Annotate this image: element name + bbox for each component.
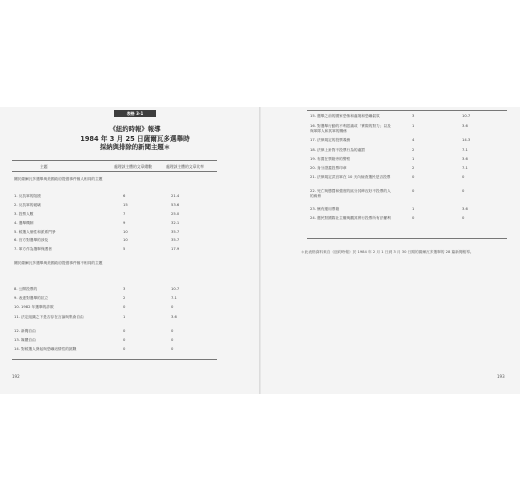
table-cell-percent: 17.9	[171, 247, 180, 251]
table-row-label: 2. 反抗軍的破壞	[14, 203, 41, 207]
table-cell-count: 0	[123, 329, 126, 333]
table-cell-percent: 0	[462, 175, 465, 179]
table-cell-count: 7	[123, 212, 126, 216]
table-cell-count: 5	[123, 247, 126, 251]
table-cell-percent: 32.1	[171, 221, 180, 225]
table-cell-count: 3	[412, 114, 415, 118]
table-cell-percent: 0	[171, 338, 174, 342]
table-cell-percent: 3.6	[462, 207, 468, 211]
table-cell-percent: 3.6	[462, 157, 468, 161]
table-cell-percent: 3.6	[462, 124, 468, 128]
table-cell-count: 15	[123, 203, 128, 207]
table-tag: 表格 3-1	[114, 110, 156, 117]
page-number-left: 192	[12, 374, 20, 379]
table-cell-percent: 35.7	[171, 238, 180, 242]
col-head-articles: 處理該主體的文章總數	[114, 164, 152, 169]
table-cell-percent: 21.4	[171, 194, 180, 198]
table-cell-count: 1	[412, 207, 415, 211]
table-row-label: 3. 投票人數	[14, 212, 34, 216]
table-cell-percent: 3.6	[171, 315, 177, 319]
table-cell-count: 1	[123, 315, 126, 319]
table-cell-count: 9	[123, 221, 126, 225]
table-top-rule	[12, 160, 217, 161]
table-row-label: 1. 反抗軍的阻撓	[14, 194, 41, 198]
table-row-label: 7. 軍方作為選舉保護者	[14, 247, 52, 251]
right-page	[261, 107, 520, 394]
table-row-label: 關於薩爾瓦多選舉與美國政府提倡事件個人相同的主題	[14, 177, 103, 181]
table-row-label: 15. 選舉之前的國家恐怖和處境和恐嚇氣氛	[310, 114, 380, 118]
table-cell-percent: 0	[171, 347, 174, 351]
col-head-percent: 處理該主體的文章比率	[166, 164, 204, 169]
table-cell-count: 1	[412, 124, 415, 128]
table-cell-count: 2	[412, 148, 415, 152]
table-row-label: 4. 選舉機制	[14, 221, 34, 225]
table-row-label: 14. 對候選人發起與恐嚇這情性的挑戰	[14, 347, 77, 351]
table-cell-percent: 35.7	[171, 230, 180, 234]
page-number-right: 193	[497, 374, 505, 379]
table-cell-count: 0	[412, 175, 415, 179]
table-cell-count: 0	[123, 347, 126, 351]
table-row-label: 21. 法律規定武官軍在 10 天內檢查選民是否投票	[310, 175, 391, 179]
table-cell-percent: 0	[462, 189, 465, 193]
table-cell-percent: 14.3	[462, 138, 471, 142]
table-row-label: 關於薩爾瓦多選舉與美國政府提倡事件個不相同的主題	[14, 261, 103, 265]
table-row-label: 13. 媒體自由	[14, 338, 36, 342]
table-cell-count: 3	[123, 287, 126, 291]
table-row-label: 5. 候選人個性和派系鬥爭	[14, 230, 56, 234]
col-head-topic: 主題	[40, 164, 48, 169]
table-cell-count: 2	[412, 166, 415, 170]
table-cell-count: 4	[412, 138, 415, 142]
table-cell-count: 6	[123, 194, 126, 198]
table-row-label: 22. 死亡與懲罰和強度的區分其餘沒好不投票的人的威脅	[310, 189, 391, 198]
title-line-1: 《紐約時報》報導	[109, 125, 161, 133]
table-cell-percent: 7.1	[462, 166, 468, 170]
title-line-2: 1984 年 3 月 25 日薩爾瓦多選舉時	[80, 135, 190, 143]
table-cell-count: 10	[123, 238, 128, 242]
table-cell-percent: 10.7	[462, 114, 471, 118]
table-bottom-rule	[12, 359, 217, 360]
table-row-label: 20. 身分證蓋投票印章	[310, 166, 347, 170]
table-cell-count: 0	[412, 189, 415, 193]
right-table-bottom-rule	[307, 238, 507, 239]
table-cell-count: 10	[123, 230, 128, 234]
table-cell-percent: 25.0	[171, 212, 180, 216]
table-head-rule	[12, 171, 217, 172]
table-row-label: 9. 表達對選舉的抗立	[14, 296, 49, 300]
table-cell-percent: 0	[171, 329, 174, 333]
table-row-label: 17. 法律規定的投票義務	[310, 138, 351, 142]
table-row-label: 10. 1982 年選舉的詐欺	[14, 305, 54, 309]
table-cell-percent: 0	[171, 305, 174, 309]
table-cell-percent: 0	[462, 216, 465, 220]
title-line-3: 採納與排除的新聞主題＊	[99, 143, 171, 151]
footnote: ＊此表格資料來自《紐約時報》於 1984 年 2 月 1 日到 3 月 30 日期的薩爾瓦多選舉的 28 篇新聞報導。	[301, 250, 474, 254]
table-row-label: 24. 選民對國際社主權與觀其實行投票所有法權利	[310, 216, 391, 220]
right-table-top-rule	[307, 110, 507, 111]
table-row-label: 19. 布置在票箱旁的警察	[310, 157, 351, 161]
left-page	[0, 107, 259, 394]
table-cell-percent: 7.1	[462, 148, 468, 152]
table-row-label: 23. 懷有運用票箱	[310, 207, 340, 211]
book-spread	[0, 107, 520, 394]
table-cell-count: 1	[412, 157, 415, 161]
table-row-label: 8. 公開投票的	[14, 287, 38, 291]
table-row-label: 12. 新聞自由	[14, 329, 36, 333]
table-row-label: 11. 法定組織之下是否存在言論與集會自由	[14, 315, 84, 319]
table-cell-percent: 53.6	[171, 203, 180, 207]
table-cell-count: 2	[123, 296, 126, 300]
table-row-label: 18. 法律上針對不投票行為的處罰	[310, 148, 365, 152]
table-cell-count: 0	[123, 305, 126, 309]
table-cell-percent: 10.7	[171, 287, 180, 291]
table-cell-count: 0	[123, 338, 126, 342]
table-cell-count: 0	[412, 216, 415, 220]
table-cell-percent: 7.1	[171, 296, 177, 300]
table-row-label: 16. 對選舉行動的不利認識或「實際的對力」以及與軍隊人和其軍的關係	[310, 124, 391, 133]
table-row-label: 6. 官方對選舉的涉及	[14, 238, 49, 242]
